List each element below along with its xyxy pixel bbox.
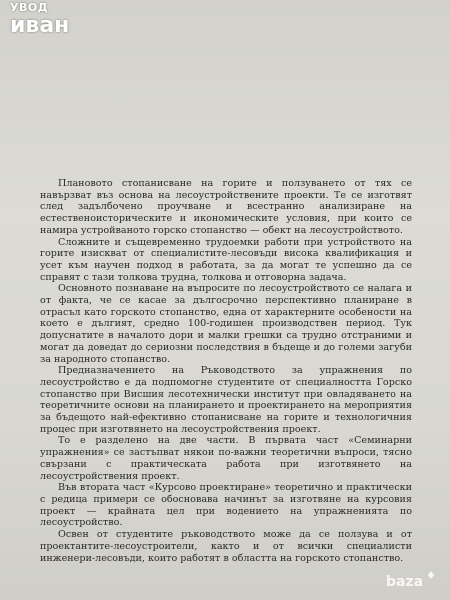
preface-text: [40, 178, 412, 564]
paragraph-6: Във втората част «Курсово проектиране» теоретично и практически с редица примери се обосновава начинът за изготвяне на курсовия проект — крайната цел при водението на упражненията по лесоустройство.: [40, 482, 412, 529]
paragraph-7: Освен от студентите ръководството може да се ползува и от проектантите-лесоустроители, както и от всички специалисти инженери-лесовъди, които работят в областта на горското стопанство.: [40, 529, 412, 564]
logo-text: baza: [386, 574, 424, 590]
seller-watermark: [10, 2, 69, 37]
watermark-line-2: иван: [10, 13, 70, 38]
paragraph-2: Сложните и същевременно трудоемки работи при устройството на горите изискват от специалистите-лесовъди висока квалификация и усет към научен подход в работата, за да могат те успешно да се справят с тази толкова трудна, толкова и отговорна задача.: [40, 236, 412, 283]
watermark-line-1: УВОД: [10, 1, 49, 14]
logo-mark-icon: [428, 571, 434, 579]
paragraph-5: То е разделено на две части. В първата част «Семинарни упражнения» се застъпват някои по-важни теоретични въпроси, тясно свързани с практическата работа при изготвянето на лесоустройствения проект.: [40, 435, 412, 482]
paragraph-3: Основното познаване на въпросите по лесоустройството се налага и от факта, че се касае за дългосрочно перспективно планиране в отрасъл като горското стопанство, една от характерните особености на което е дългият, средно 100-годишен производствен период. Тук допуснатите в началото дори и малки грешки са трудно отстраними и могат да доведат до сериозни последствия в бъдеще и до големи загуби за народното стопанство.: [40, 283, 412, 365]
bazar-logo-icon: [384, 566, 442, 594]
paragraph-4: Предназначението на Ръководството за упражнения по лесоустройство е да подпомогне студентите от специалността Горско стопанство при Висшия лесотехнически институт при овладяването на теоретичните основи на планирането и проектирането на мероприятия за бъдещото най-ефективно стопанисване на горите и технологичния процес при изготвянето на лесоустройствения проект.: [40, 365, 412, 435]
paragraph-1: Плановото стопанисване на горите и ползуването от тях се навързват въз основа на лесоустройствените проекти. Те се изготвят след задълбочено проучване и всестранно анализиране на естественоисторическите и икономическите условия, при които се намира устройваното горско стопанство — обект на лесоустройството.: [40, 178, 412, 236]
